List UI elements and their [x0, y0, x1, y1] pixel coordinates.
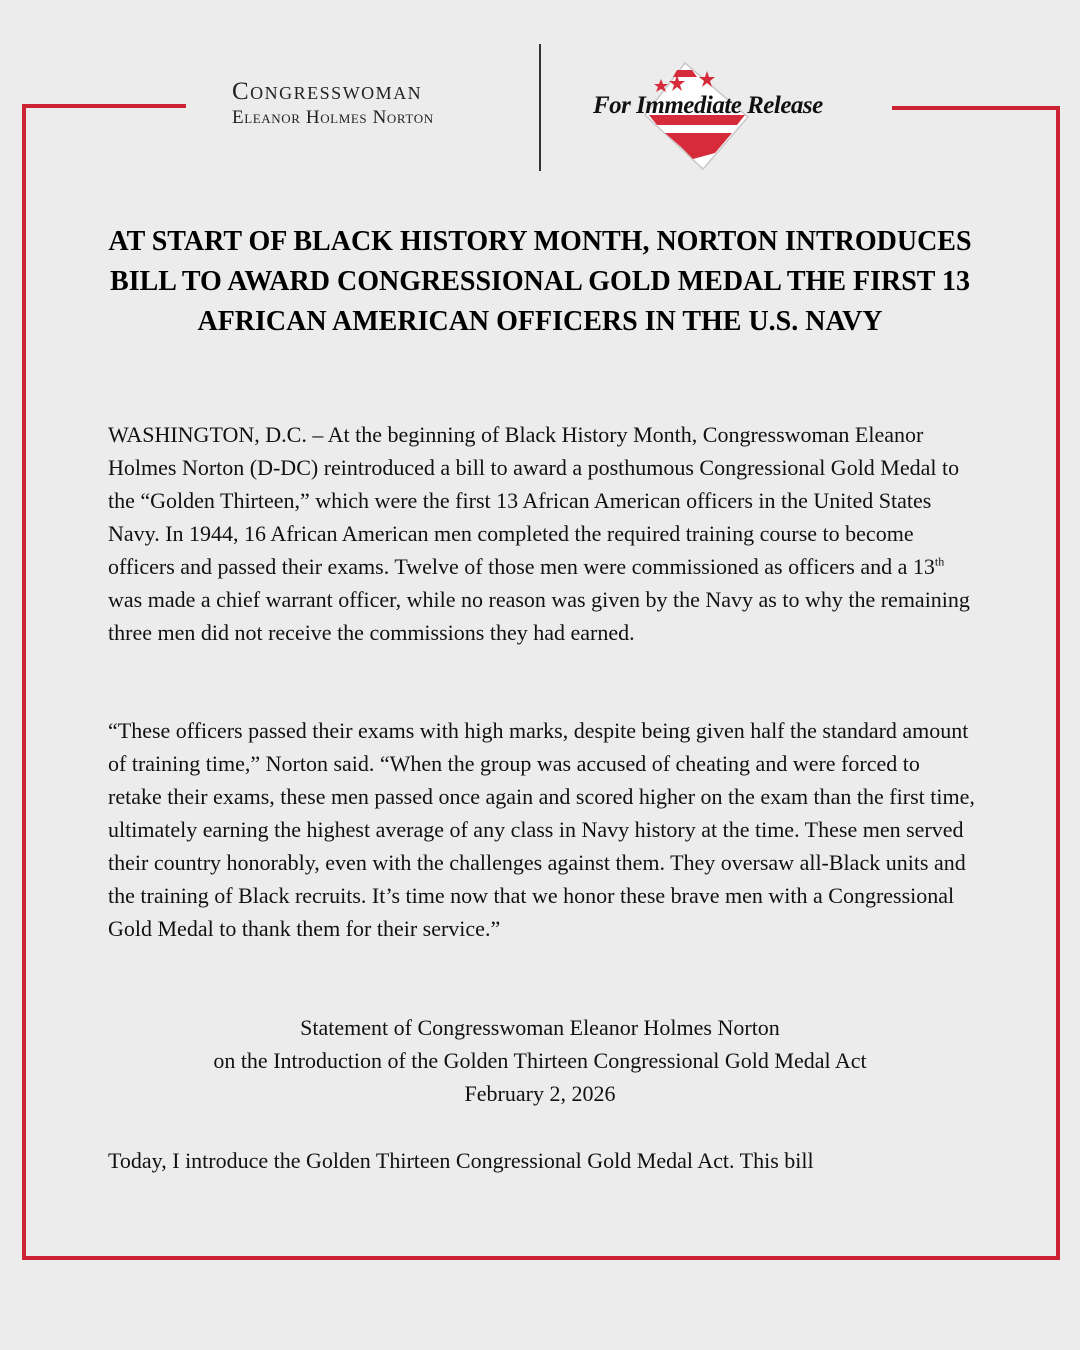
ordinal-suffix: th [934, 554, 945, 569]
frame-top-right [892, 106, 1060, 110]
intro-paragraph-text: WASHINGTON, D.C. – At the beginning of Black History Month, Congresswoman Eleanor Holmes Norton (D-DC) reintroduced a bill to award a posthumous Congressional Gold Medal to the “Golden Thirteen,” which were the first 13 African American officers in the United States Navy. In 1944, 16 African American men completed the required training course to become officers and passed their exams. Twelve of those men were commissioned as officers and a 13 [108, 422, 960, 579]
release-badge [585, 55, 855, 175]
frame-bottom [22, 1256, 1060, 1260]
office-letterhead [232, 78, 502, 130]
press-release-headline: AT START OF BLACK HISTORY MONTH, NORTON INTRODUCES BILL TO AWARD CONGRESSIONAL GOLD MEDAL THE FIRST 13 AFRICAN AMERICAN OFFICERS IN THE U.S. NAVY [108, 226, 972, 337]
letterhead-title: Congresswoman [232, 78, 423, 105]
frame-left [22, 104, 26, 1260]
quote-paragraph: “These officers passed their exams with high marks, despite being given half the standard amount of training time,” Norton said. “When the group was accused of cheating and were forced to retake their exams, these men passed once again and scored higher on the exam than the first time, ultimately earning the highest average of any class in Navy history at the time. These men served their country honorably, even with the challenges against them. They oversaw all-Black units and the training of Black recruits. It’s time now that we honor these brave men with a Congressional Gold Medal to thank them for their service.” [108, 718, 975, 941]
statement-heading [108, 1011, 972, 1110]
frame-right [1056, 106, 1060, 1260]
statement-line-2: on the Introduction of the Golden Thirteen Congressional Gold Medal Act [213, 1048, 867, 1073]
header-divider [539, 44, 541, 171]
statement-date: February 2, 2026 [464, 1081, 616, 1106]
intro-paragraph-text-continued: was made a chief warrant officer, while no reason was given by the Navy as to why the remaining three men did not receive the commissions they had earned. [108, 587, 970, 645]
intro-paragraph [108, 418, 978, 649]
letterhead-name: Eleanor Holmes Norton [232, 107, 434, 128]
statement-body-paragraph: Today, I introduce the Golden Thirteen Congressional Gold Medal Act. This bill [108, 1148, 814, 1173]
frame-top-left [22, 104, 186, 108]
release-label: For Immediate Release [593, 92, 823, 119]
statement-line-1: Statement of Congresswoman Eleanor Holmes Norton [300, 1015, 780, 1040]
